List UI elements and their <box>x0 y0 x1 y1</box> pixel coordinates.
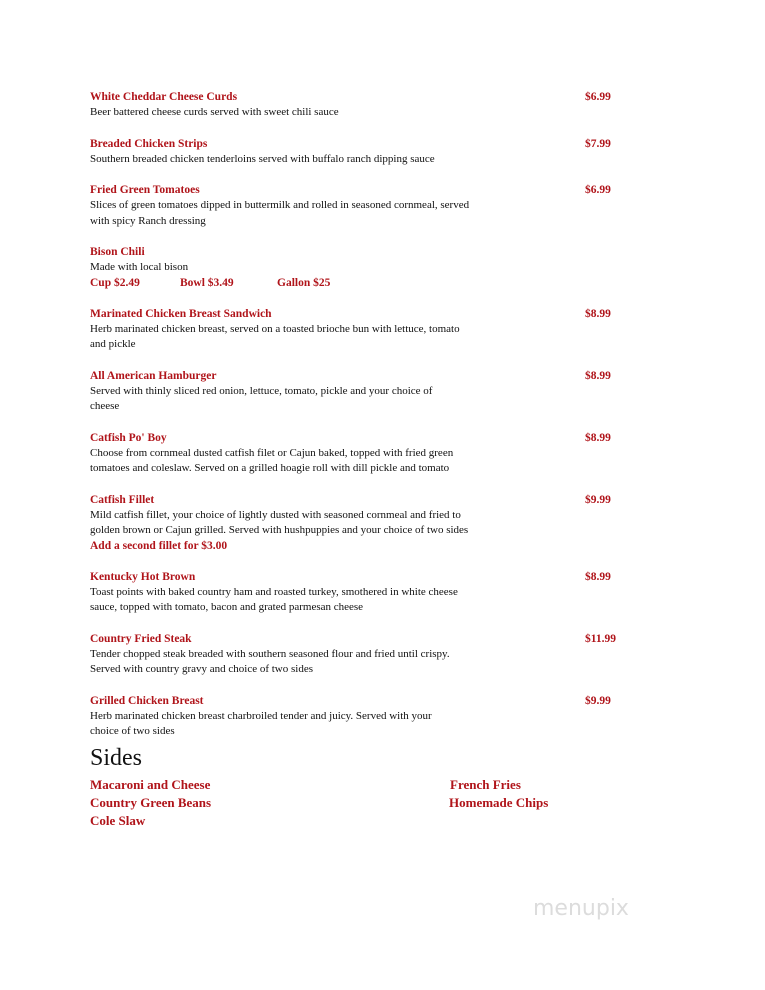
item-name: All American Hamburger <box>90 369 217 382</box>
item-description: Herb marinated chicken breast charbroiled tender and juicy. Served with your choice of two sides <box>90 709 432 737</box>
sides-heading: Sides <box>90 745 143 771</box>
menu-item-fried-green-tomatoes <box>90 183 650 229</box>
menu-item-country-fried-steak <box>90 632 650 678</box>
side-item-mac-and-cheese: Macaroni and Cheese <box>90 777 211 792</box>
item-price: $8.99 <box>585 307 611 320</box>
item-name: Marinated Chicken Breast Sandwich <box>90 307 272 320</box>
menu-list <box>90 90 650 756</box>
menu-item-hamburger <box>90 369 650 415</box>
chili-gallon-option: Gallon $25 <box>277 276 331 289</box>
item-name: Breaded Chicken Strips <box>90 137 208 150</box>
menu-item-chicken-strips <box>90 137 650 168</box>
item-description: Tender chopped steak breaded with southern seasoned flour and fried until crispy. Served with country gravy and choice of two sides <box>90 647 450 675</box>
item-name: Grilled Chicken Breast <box>90 694 204 707</box>
chili-bowl-option: Bowl $3.49 <box>180 276 234 289</box>
item-name: Fried Green Tomatoes <box>90 184 200 196</box>
side-item-green-beans: Country Green Beans <box>90 795 212 810</box>
item-description: Beer battered cheese curds served with sweet chili sauce <box>90 106 339 118</box>
item-price: $6.99 <box>585 184 611 196</box>
item-price: $8.99 <box>585 570 611 583</box>
item-name: Country Fried Steak <box>90 632 192 645</box>
item-description: Slices of green tomatoes dipped in buttermilk and rolled in seasoned cornmeal, served with spicy Ranch dressing <box>90 199 470 227</box>
item-price: $8.99 <box>585 369 611 382</box>
menupix-watermark: menupix <box>533 896 629 921</box>
item-price: $9.99 <box>585 694 611 707</box>
item-extra-note: Add a second fillet for $3.00 <box>90 539 228 552</box>
menu-item-catfish-fillet <box>90 493 650 554</box>
item-price: $8.99 <box>585 431 611 444</box>
item-description: Herb marinated chicken breast, served on a toasted brioche bun with lettuce, tomato and pickle <box>90 322 460 350</box>
item-name: Catfish Fillet <box>90 493 155 506</box>
side-item-french-fries: French Fries <box>450 777 521 792</box>
item-name: White Cheddar Cheese Curds <box>90 91 238 103</box>
item-name: Kentucky Hot Brown <box>90 570 196 583</box>
item-description: Mild catfish fillet, your choice of lightly dusted with seasoned cornmeal and fried to golden brown or Cajun grilled. Served with hushpuppies and your choice of two sides <box>90 508 469 536</box>
item-name: Bison Chili <box>90 246 145 258</box>
item-price: $7.99 <box>585 137 611 150</box>
menu-item-cheese-curds <box>90 90 650 121</box>
chili-cup-option: Cup $2.49 <box>90 276 140 289</box>
chili-size-options <box>90 276 650 291</box>
item-description: Southern breaded chicken tenderloins served with buffalo ranch dipping sauce <box>90 152 435 165</box>
item-price: $11.99 <box>585 632 616 645</box>
menu-item-bison-chili <box>90 245 650 291</box>
menu-item-hot-brown <box>90 570 650 616</box>
item-price: $9.99 <box>585 493 611 506</box>
item-description: Toast points with baked country ham and roasted turkey, smothered in white cheese sauce, topped with tomato, bacon and grated parmesan cheese <box>90 585 458 613</box>
menu-item-grilled-chicken <box>90 694 650 740</box>
item-description: Served with thinly sliced red onion, lettuce, tomato, pickle and your choice of cheese <box>90 384 433 412</box>
item-description: Choose from cornmeal dusted catfish filet or Cajun baked, topped with fried green tomatoes and coleslaw. Served on a grilled hoagie roll with dill pickle and tomato <box>90 446 454 474</box>
item-price: $6.99 <box>585 91 611 103</box>
side-item-cole-slaw: Cole Slaw <box>90 813 146 828</box>
side-item-homemade-chips: Homemade Chips <box>449 795 549 810</box>
menu-item-chicken-sandwich <box>90 307 650 353</box>
menu-item-catfish-po-boy <box>90 431 650 477</box>
item-name: Catfish Po' Boy <box>90 431 167 444</box>
item-description: Made with local bison <box>90 261 189 273</box>
